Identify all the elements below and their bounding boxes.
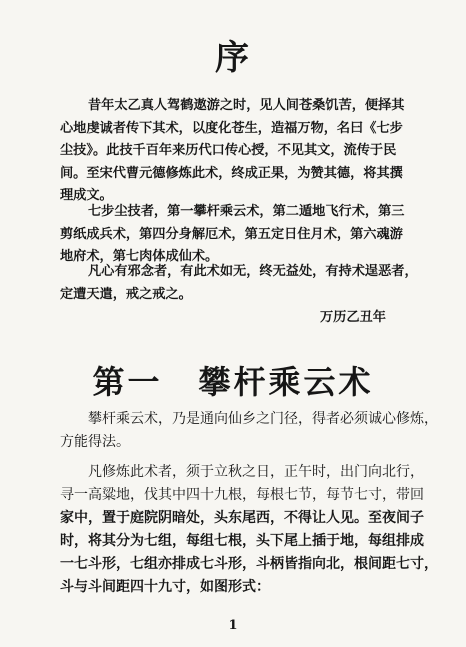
preface-paragraph-1 bbox=[60, 95, 434, 208]
preface-paragraph-2 bbox=[60, 201, 434, 269]
chapter-paragraph-2 bbox=[60, 461, 440, 599]
preface-title: 序 bbox=[215, 38, 251, 78]
preface-paragraph-3 bbox=[60, 261, 434, 306]
chapter-p2-line-1: 凡修炼此术者，须于立秋之日，正午时，出门向北行， bbox=[88, 464, 424, 480]
preface-p3-line-1: 凡心有邪念者，有此术如无，终无益处，有持术逞恶者， bbox=[88, 264, 418, 279]
chapter-number: 第一 bbox=[92, 363, 163, 401]
chapter-p2-line-6: 斗与斗间距四十九寸，如图形式： bbox=[60, 579, 270, 595]
chapter-p1-line-1: 攀杆乘云术，乃是通向仙乡之门径，得者必须诚心修炼， bbox=[88, 411, 438, 427]
preface-p3-line-2: 定遭天遣，戒之戒之。 bbox=[60, 286, 192, 302]
preface-p2-line-3: 地府术，第七肉体成仙术。 bbox=[60, 249, 219, 264]
chapter-p2-line-4: 时，将其分为七组，每组七根，头下尾上插于地，每组排成 bbox=[60, 533, 424, 549]
chapter-paragraph-1 bbox=[60, 408, 440, 454]
chapter-p2-line-2: 寻一高粱地，伐其中四十九根，每根七节，每节七寸，带回 bbox=[60, 487, 424, 503]
page-number: 1 bbox=[228, 618, 238, 633]
chapter-p2-line-5: 一七斗形，七组亦排成七斗形，斗柄皆指向北，根间距七寸， bbox=[60, 556, 438, 572]
chapter-name: 攀杆乘云术 bbox=[198, 363, 374, 401]
preface-p2-line-1: 七步尘技者，第一攀杆乘云术，第二遁地飞行术，第三 bbox=[88, 204, 405, 219]
preface-date: 万历乙丑年 bbox=[320, 310, 386, 325]
preface-p1-line-1: 昔年太乙真人驾鹤遨游之时，见人间苍桑饥苦，便择其 bbox=[88, 98, 405, 113]
chapter-title bbox=[0, 357, 466, 403]
chapter-p2-line-3: 家中，置于庭院阴暗处，头东尾西，不得让人见。至夜间子 bbox=[60, 510, 424, 526]
chapter-p1-line-2: 方能得法。 bbox=[60, 434, 130, 450]
preface-p1-line-3: 尘技》。此技千百年来历代口传心授，不见其文，流传于民 bbox=[60, 143, 397, 158]
preface-p1-line-5: 理成文。 bbox=[60, 188, 113, 203]
preface-p1-line-4: 间。至宋代曹元德修炼此术，终成正果，为赞其德，将其撰 bbox=[60, 165, 403, 181]
preface-p2-line-2: 剪纸成兵术，第四分身解厄术，第五定日住月术，第六魂游 bbox=[60, 226, 403, 242]
preface-p1-line-2: 心地虔诚者传下其术，以度化苍生，造福万物，名曰《七步 bbox=[60, 120, 403, 136]
